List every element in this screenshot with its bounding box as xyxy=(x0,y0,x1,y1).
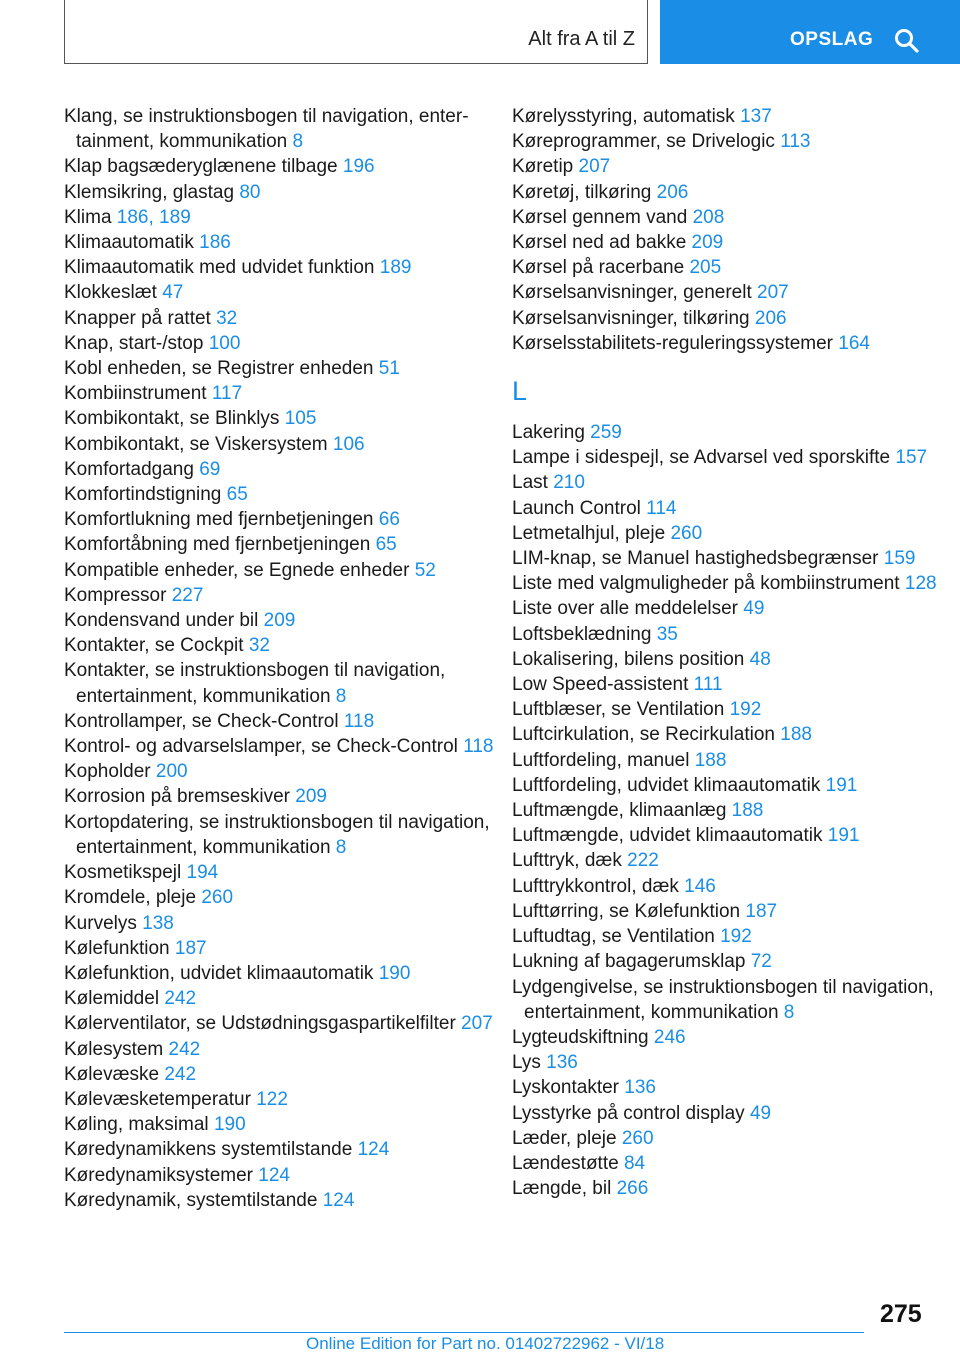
index-entry xyxy=(64,1087,504,1112)
index-term: Lufttryk, dæk xyxy=(512,850,622,872)
page-reference-link[interactable]: 100 xyxy=(208,332,241,354)
page-reference-link[interactable]: 246 xyxy=(653,1026,686,1048)
index-entry xyxy=(64,810,504,860)
page-reference-link[interactable]: 260 xyxy=(201,887,234,909)
index-term: Kørselsanvisninger, generelt xyxy=(512,282,752,304)
index-entry xyxy=(512,622,942,647)
page-reference-link[interactable]: 227 xyxy=(171,584,204,606)
page-reference-link[interactable]: 118 xyxy=(343,710,375,732)
index-term: Lufttørring, se Kølefunktion xyxy=(512,900,741,922)
index-term: Kombiinstrument xyxy=(64,383,207,405)
page-reference-link[interactable]: 124 xyxy=(258,1164,290,1186)
page-reference-link[interactable]: 210 xyxy=(553,472,585,494)
index-entry xyxy=(64,432,504,457)
page-reference-link[interactable]: 35 xyxy=(656,623,678,645)
index-entry xyxy=(64,911,504,936)
index-entry xyxy=(64,230,504,255)
index-term: Lyskontakter xyxy=(512,1077,620,1099)
index-term: Komfortlukning med fjernbetjeningen xyxy=(64,509,374,531)
index-term: Lys xyxy=(512,1052,541,1074)
index-entry xyxy=(64,1163,504,1188)
index-term: Kølefunktion, udvidet klimaautomatik xyxy=(64,962,374,984)
index-term: Luftmængde, klimaanlæg xyxy=(512,800,727,822)
index-term: Kortopdatering, se instruktionsbogen til navigation, entertainment, kommunikation xyxy=(64,811,490,858)
index-entry xyxy=(64,885,504,910)
index-entry xyxy=(512,180,942,205)
index-term: Komfortåbning med fjernbetjeningen xyxy=(64,534,371,556)
page-reference-link[interactable]: 207 xyxy=(757,282,789,304)
index-term: Klimaautomatik med udvidet funktion xyxy=(64,257,375,279)
index-term: Klemsikring, glastag xyxy=(64,181,235,203)
index-entry xyxy=(512,1176,942,1201)
index-term: Luftmængde, udvidet klimaautomatik xyxy=(512,825,823,847)
index-term: Køreprogrammer, se Drivelogic xyxy=(512,131,775,153)
page-reference-link[interactable]: 105 xyxy=(284,408,317,430)
index-term: Lygteudskiftning xyxy=(512,1026,649,1048)
page-reference-link[interactable]: 138 xyxy=(142,912,174,934)
index-term: Lændestøtte xyxy=(512,1152,619,1174)
index-entry xyxy=(512,975,942,1025)
index-entry xyxy=(64,1062,504,1087)
index-entry xyxy=(512,1025,942,1050)
section-tab[interactable] xyxy=(64,0,648,64)
index-term: Luftfordeling, udvidet klimaautomatik xyxy=(512,774,821,796)
index-term: Loftsbeklædning xyxy=(512,623,652,645)
index-term: Læder, pleje xyxy=(512,1127,617,1149)
index-term: Klima xyxy=(64,206,112,228)
index-entry xyxy=(64,457,504,482)
page-reference-link[interactable]: 117 xyxy=(211,383,243,405)
index-entry xyxy=(64,381,504,406)
page-reference-link[interactable]: 186, 189 xyxy=(116,206,191,228)
index-term: Komfortindstigning xyxy=(64,484,222,506)
index-term: Komfortadgang xyxy=(64,458,194,480)
page-reference-link[interactable]: 186 xyxy=(199,232,231,254)
index-term: LIM-knap, se Manuel hastighedsbegrænser xyxy=(512,548,879,570)
index-term: Last xyxy=(512,472,548,494)
page-reference-link[interactable]: 137 xyxy=(740,106,772,127)
index-term: Kørsel ned ad bakke xyxy=(512,232,687,254)
page-reference-link[interactable]: 266 xyxy=(616,1178,649,1200)
index-term: Længde, bil xyxy=(512,1178,612,1200)
page-reference-link[interactable]: 72 xyxy=(750,951,772,973)
index-term: Lakering xyxy=(512,422,585,444)
index-term: Kombikontakt, se Blinklys xyxy=(64,408,280,430)
index-term: Low Speed-assistent xyxy=(512,674,689,696)
index-entry xyxy=(64,784,504,809)
page-reference-link[interactable]: 189 xyxy=(379,257,412,279)
index-entry xyxy=(64,356,504,381)
index-entry xyxy=(64,104,504,154)
index-entry xyxy=(512,823,942,848)
page-reference-link[interactable]: 192 xyxy=(729,699,762,721)
page-reference-link[interactable]: 49 xyxy=(743,598,765,620)
index-entry xyxy=(64,154,504,179)
index-entry xyxy=(64,1037,504,1062)
page-reference-link[interactable]: 209 xyxy=(263,610,296,632)
index-term: Kromdele, pleje xyxy=(64,887,197,909)
index-entry xyxy=(64,986,504,1011)
index-entry xyxy=(64,759,504,784)
page-reference-link[interactable]: 32 xyxy=(248,635,270,657)
index-entry xyxy=(64,482,504,507)
page-reference-link[interactable]: 190 xyxy=(213,1114,246,1136)
page-reference-link[interactable]: 146 xyxy=(684,875,716,897)
page-reference-link[interactable]: 113 xyxy=(780,131,811,153)
index-term: Kurvelys xyxy=(64,912,137,934)
index-entry xyxy=(64,734,504,759)
lookup-button-label: OPSLAG xyxy=(790,29,874,50)
page-reference-link[interactable]: 191 xyxy=(827,825,860,847)
page-reference-link[interactable]: 122 xyxy=(256,1088,288,1110)
page-reference-link[interactable]: 111 xyxy=(693,674,723,696)
page-reference-link[interactable]: 65 xyxy=(375,534,397,556)
index-entry xyxy=(512,1050,942,1075)
page-header xyxy=(0,0,960,66)
page-reference-link[interactable]: 157 xyxy=(895,447,928,469)
index-term: Klang, se instruktionsbogen til navigation, entertainment, kommunikation xyxy=(64,106,469,153)
index-term: Kombikontakt, se Viskersystem xyxy=(64,433,328,455)
index-term: Kondensvand under bil xyxy=(64,610,259,632)
index-entry xyxy=(64,936,504,961)
search-icon[interactable] xyxy=(894,28,920,54)
index-entry xyxy=(512,420,942,445)
page-reference-link[interactable]: 118 xyxy=(463,736,494,758)
index-entry xyxy=(64,406,504,431)
index-term: Kørselsanvisninger, tilkøring xyxy=(512,307,750,329)
index-entry xyxy=(64,709,504,734)
index-entry xyxy=(512,1075,942,1100)
index-entry xyxy=(512,722,942,747)
page-reference-link[interactable]: 136 xyxy=(546,1052,578,1074)
index-entry xyxy=(512,230,942,255)
page-reference-link[interactable]: 242 xyxy=(164,988,197,1010)
index-group-l xyxy=(512,420,942,1201)
index-entry xyxy=(64,205,504,230)
page-reference-link[interactable]: 69 xyxy=(199,458,221,480)
page-reference-link[interactable]: 51 xyxy=(378,358,400,380)
index-term: Køredynamik, systemtilstande xyxy=(64,1189,318,1211)
page-reference-link[interactable]: 208 xyxy=(692,206,725,228)
page-reference-link[interactable]: 8 xyxy=(335,685,347,707)
index-column-right xyxy=(512,104,942,1201)
index-term: Luftcirkulation, se Recirkulation xyxy=(512,724,775,746)
index-entry xyxy=(512,924,942,949)
index-entry xyxy=(512,596,942,621)
page-reference-link[interactable]: 48 xyxy=(749,648,771,670)
index-term: Liste over alle meddelelser xyxy=(512,598,739,620)
index-entry xyxy=(512,205,942,230)
page-reference-link[interactable]: 8 xyxy=(783,1001,795,1023)
index-term: Lydgengivelse, se instruktionsbogen til navigation, entertainment, kommunikation xyxy=(512,976,934,1023)
index-column-left xyxy=(64,104,504,1213)
index-term: Kølefunktion xyxy=(64,937,170,959)
index-term: Kølemiddel xyxy=(64,988,160,1010)
index-term: Kontakter, se instruktionsbogen til navigation, entertainment, kommunikation xyxy=(64,660,446,707)
page-reference-link[interactable]: 106 xyxy=(332,433,365,455)
index-entry xyxy=(64,1011,504,1036)
index-term: Køretip xyxy=(512,156,574,178)
index-entry xyxy=(64,961,504,986)
index-entry xyxy=(512,445,942,470)
index-term: Launch Control xyxy=(512,497,641,519)
index-term: Køretøj, tilkøring xyxy=(512,181,652,203)
index-group-k xyxy=(512,104,942,356)
index-entry xyxy=(64,1137,504,1162)
index-term: Køling, maksimal xyxy=(64,1114,209,1136)
index-term: Kontrollamper, se Check-Control xyxy=(64,710,339,732)
section-title: Alt fra A til Z xyxy=(528,28,635,50)
index-term: Luftfordeling, manuel xyxy=(512,749,690,771)
page-reference-link[interactable]: 209 xyxy=(691,232,724,254)
index-term: Lukning af bagagerumsklap xyxy=(512,951,746,973)
index-entry xyxy=(512,899,942,924)
index-entry xyxy=(512,255,942,280)
index-term: Kørselsstabilitets-reguleringssystemer xyxy=(512,332,833,354)
footer-divider xyxy=(64,1332,864,1333)
page-reference-link[interactable]: 114 xyxy=(646,497,677,519)
index-entry xyxy=(64,1112,504,1137)
index-entry xyxy=(512,306,942,331)
index-entry xyxy=(512,1101,942,1126)
index-term: Kølevæsketemperatur xyxy=(64,1088,251,1110)
index-term: Kontrol- og advarselslamper, se Check-Control xyxy=(64,736,458,758)
page-reference-link[interactable]: 124 xyxy=(357,1139,390,1161)
index-entry xyxy=(64,532,504,557)
index-term: Kølevæske xyxy=(64,1063,160,1085)
index-term: Køredynamiksystemer xyxy=(64,1164,253,1186)
page-reference-link[interactable]: 194 xyxy=(186,862,219,884)
page-reference-link[interactable]: 66 xyxy=(378,509,400,531)
index-term: Lufttrykkontrol, dæk xyxy=(512,875,679,897)
index-term: Letmetalhjul, pleje xyxy=(512,522,666,544)
page-reference-link[interactable]: 49 xyxy=(749,1102,772,1124)
index-entry xyxy=(64,306,504,331)
page-reference-link[interactable]: 200 xyxy=(155,761,188,783)
index-entry xyxy=(512,154,942,179)
index-term: Luftudtag, se Ventilation xyxy=(512,926,715,948)
index-term: Kompatible enheder, se Egnede enheder xyxy=(64,559,410,581)
index-entry xyxy=(512,874,942,899)
index-term: Korrosion på bremseskiver xyxy=(64,786,290,808)
page-reference-link[interactable]: 187 xyxy=(174,937,207,959)
index-term: Klimaautomatik xyxy=(64,232,194,254)
index-entry xyxy=(512,672,942,697)
page-reference-link[interactable]: 206 xyxy=(754,307,787,329)
index-entry xyxy=(64,608,504,633)
index-entry xyxy=(512,470,942,495)
index-entry xyxy=(512,748,942,773)
index-term: Lokalisering, bilens position xyxy=(512,648,745,670)
index-term: Kørsel gennem vand xyxy=(512,206,688,228)
page-reference-link[interactable]: 192 xyxy=(720,926,752,948)
index-entry xyxy=(512,697,942,722)
index-entry xyxy=(512,773,942,798)
page-reference-link[interactable]: 124 xyxy=(322,1189,355,1211)
section-letter: L xyxy=(512,376,528,407)
page-reference-link[interactable]: 242 xyxy=(168,1038,201,1060)
page-reference-link[interactable]: 188 xyxy=(780,724,812,746)
index-entry xyxy=(64,280,504,305)
index-entry xyxy=(512,798,942,823)
page-reference-link[interactable]: 8 xyxy=(335,836,347,858)
index-term: Knapper på rattet xyxy=(64,307,211,329)
page-reference-link[interactable]: 260 xyxy=(621,1127,654,1149)
index-entry xyxy=(512,280,942,305)
index-term: Luftblæser, se Ventilation xyxy=(512,699,725,721)
index-term: Kørsel på racerbane xyxy=(512,257,685,279)
page-reference-link[interactable]: 164 xyxy=(838,332,870,354)
index-entry xyxy=(512,647,942,672)
page-reference-link[interactable]: 136 xyxy=(624,1077,656,1099)
index-term: Knap, start-/stop xyxy=(64,332,204,354)
index-entry xyxy=(512,546,942,571)
page-reference-link[interactable]: 65 xyxy=(226,484,248,506)
page-reference-link[interactable]: 206 xyxy=(656,181,689,203)
index-entry xyxy=(512,949,942,974)
index-entry xyxy=(64,633,504,658)
page-reference-link[interactable]: 188 xyxy=(694,749,727,771)
page-reference-link[interactable]: 188 xyxy=(731,800,764,822)
index-entry xyxy=(512,571,942,596)
page-reference-link[interactable]: 191 xyxy=(825,774,858,796)
index-entry xyxy=(64,558,504,583)
page-reference-link[interactable]: 128 xyxy=(904,573,937,595)
page-reference-link[interactable]: 207 xyxy=(578,156,611,178)
index-entry xyxy=(512,1126,942,1151)
footer-text: Online Edition for Part no. 01402722962 - VI/18 xyxy=(306,1334,665,1353)
index-entry xyxy=(512,331,942,356)
index-term: Liste med valgmuligheder på kombiinstrument xyxy=(512,573,900,595)
index-entry xyxy=(512,521,942,546)
index-entry xyxy=(512,848,942,873)
page-reference-link[interactable]: 209 xyxy=(295,786,327,808)
page-reference-link[interactable]: 260 xyxy=(670,522,703,544)
page-reference-link[interactable]: 159 xyxy=(883,548,916,570)
index-entry xyxy=(64,1188,504,1213)
page-reference-link[interactable]: 196 xyxy=(342,156,375,178)
index-term: Lampe i sidespejl, se Advarsel ved sporskifte xyxy=(512,447,891,469)
page-reference-link[interactable]: 187 xyxy=(745,900,778,922)
index-entry xyxy=(64,180,504,205)
index-term: Kølesystem xyxy=(64,1038,164,1060)
index-term: Kosmetikspejl xyxy=(64,862,182,884)
page-reference-link[interactable]: 222 xyxy=(627,850,659,872)
page-reference-link[interactable]: 259 xyxy=(590,422,622,444)
index-term: Køredynamikkens systemtilstande xyxy=(64,1139,353,1161)
page-reference-link[interactable]: 8 xyxy=(292,131,304,153)
index-term: Kobl enheden, se Registrer enheden xyxy=(64,358,374,380)
index-entry xyxy=(512,1151,942,1176)
page-reference-link[interactable]: 207 xyxy=(461,1013,493,1035)
page-reference-link[interactable]: 205 xyxy=(689,257,722,279)
index-entry xyxy=(64,507,504,532)
index-entry xyxy=(512,104,942,129)
page-reference-link[interactable]: 84 xyxy=(623,1152,646,1174)
index-entry xyxy=(512,129,942,154)
page-reference-link[interactable]: 47 xyxy=(162,282,184,304)
index-term: Kølerventilator, se Udstødningsgaspartikelfilter xyxy=(64,1013,456,1035)
index-entry xyxy=(64,331,504,356)
index-term: Kompressor xyxy=(64,584,167,606)
page-reference-link[interactable]: 190 xyxy=(378,962,411,984)
page-reference-link[interactable]: 52 xyxy=(414,559,436,581)
index-term: Lysstyrke på control display xyxy=(512,1102,745,1124)
index-entry xyxy=(64,255,504,280)
index-term: Kørelysstyring, automatisk xyxy=(512,106,735,127)
index-entry xyxy=(64,658,504,708)
page-reference-link[interactable]: 32 xyxy=(216,307,238,329)
index-term: Klap bagsæderyglænene tilbage xyxy=(64,156,338,178)
index-entry xyxy=(64,860,504,885)
index-entry xyxy=(512,496,942,521)
index-term: Kopholder xyxy=(64,761,151,783)
page-reference-link[interactable]: 80 xyxy=(239,181,261,203)
index-term: Kontakter, se Cockpit xyxy=(64,635,244,657)
page-number: 275 xyxy=(880,1300,922,1328)
index-term: Klokkeslæt xyxy=(64,282,157,304)
page-reference-link[interactable]: 242 xyxy=(164,1063,197,1085)
index-entry xyxy=(64,583,504,608)
